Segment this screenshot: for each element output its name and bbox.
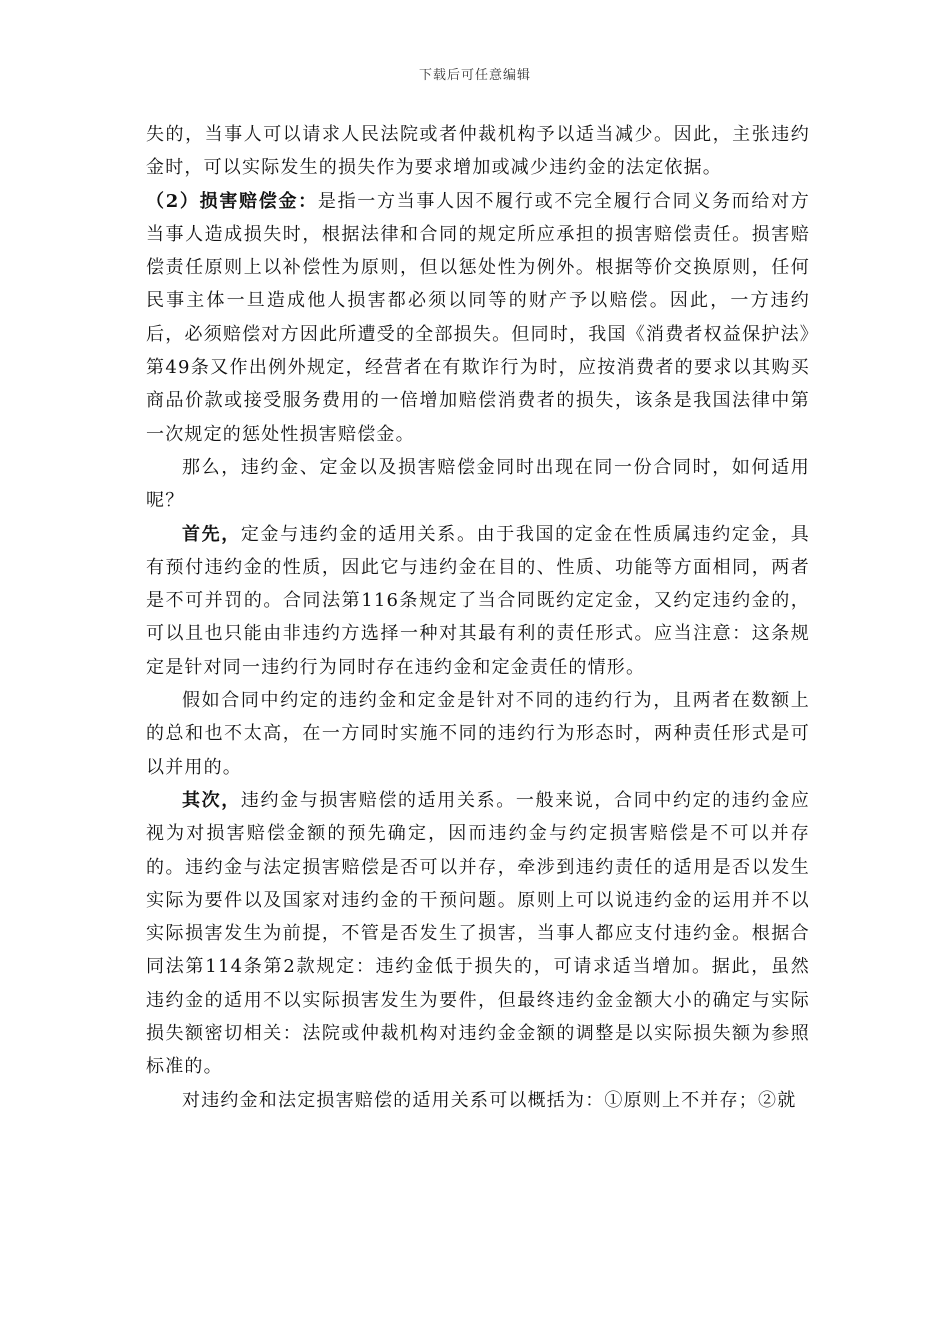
paragraph-text: 对违约金和法定损害赔偿的适用关系可以概括为：①原则上不并存；②就 bbox=[182, 1089, 797, 1111]
document-body bbox=[146, 118, 810, 1117]
paragraph-text: 那么，违约金、定金以及损害赔偿金同时出现在同一份合同时，如何适用呢？ bbox=[146, 456, 810, 512]
paragraph-text: 失的，当事人可以请求人民法院或者仲裁机构予以适当减少。因此，主张违约金时，可以实际发生的损失作为要求增加或减少违约金的法定依据。 bbox=[146, 124, 810, 179]
paragraph-different-breaches bbox=[146, 684, 810, 784]
paragraph-heading: （2）损害赔偿金： bbox=[146, 190, 318, 212]
paragraph-first-point bbox=[146, 518, 810, 684]
paragraph-text: 违约金与损害赔偿的适用关系。一般来说，合同中约定的违约金应视为对损害赔偿金额的预先确定，因而违约金与约定损害赔偿是不可以并存的。违约金与法定损害赔偿是否可以并存，牵涉到违约责任的适用是否以发生实际为要件以及国家对违约金的干预问题。原则上可以说违约金的运用并不以实际损害发生为前提，不管是否发生了损害，当事人都应支付违约金。根据合同法第114条第2款规定：违约金低于损失的，可请求适当增加。据此，虽然违约金的适用不以实际损害发生为要件，但最终违约金金额大小的确定与实际损失额密切相关：法院或仲裁机构对违约金金额的调整是以实际损失额为参照标准的。 bbox=[146, 789, 810, 1078]
paragraph-question bbox=[146, 451, 810, 518]
paragraph-second-point bbox=[146, 784, 810, 1084]
paragraph-summary bbox=[146, 1084, 810, 1117]
paragraph-text: 假如合同中约定的违约金和定金是针对不同的违约行为，且两者在数额上的总和也不太高，在一方同时实施不同的违约行为形态时，两种责任形式是可以并用的。 bbox=[146, 690, 810, 778]
paragraph-continuation bbox=[146, 118, 810, 185]
page-header: 下载后可任意编辑 bbox=[418, 68, 531, 83]
paragraph-damages-definition bbox=[146, 185, 810, 451]
paragraph-heading: 其次， bbox=[182, 789, 241, 811]
paragraph-heading: 首先， bbox=[182, 523, 241, 545]
paragraph-text: 定金与违约金的适用关系。由于我国的定金在性质属违约定金，具有预付违约金的性质，因此它与违约金在目的、性质、功能等方面相同，两者是不可并罚的。合同法第116条规定了当合同既约定定金，又约定违约金的，可以且也只能由非违约方选择一种对其最有利的责任形式。应当注意：这条规定是针对同一违约行为同时存在违约金和定金责任的情形。 bbox=[146, 523, 810, 678]
paragraph-text: 是指一方当事人因不履行或不完全履行合同义务而给对方当事人造成损失时，根据法律和合同的规定所应承担的损害赔偿责任。损害赔偿责任原则上以补偿性为原则，但以惩处性为例外。根据等价交换原则，任何民事主体一旦造成他人损害都必须以同等的财产予以赔偿。因此，一方违约后，必须赔偿对方因此所遭受的全部损失。但同时，我国《消费者权益保护法》第49条又作出例外规定，经营者在有欺诈行为时，应按消费者的要求以其购买商品价款或接受服务费用的一倍增加赔偿消费者的损失，该条是我国法律中第一次规定的惩处性损害赔偿金。 bbox=[146, 190, 810, 445]
